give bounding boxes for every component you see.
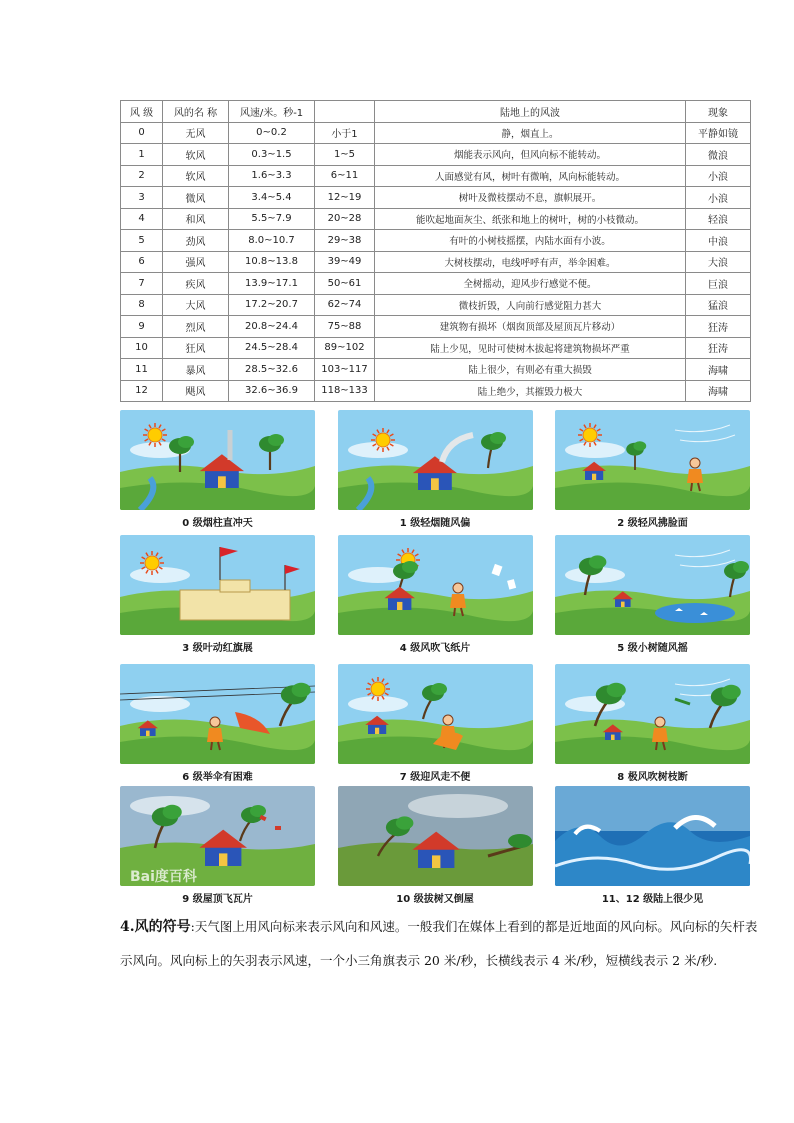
table-row <box>121 208 751 230</box>
cell-land: 陆上少见，见时可使树木拔起将建筑物损坏严重 <box>375 337 686 359</box>
cell-kmh: 50~61 <box>315 273 375 295</box>
paragraph-text: :天气图上用风向标来表示风向和风速。一般我们在媒体上看到的都是近地面的风向标。风向标的矢杆表示风向。风向标上的矢羽表示风速，一个小三角旗表示 20 米/秒，长横线表示 4 米/秒，短横线表示 2 米/秒. <box>120 919 758 968</box>
cell-name: 飓风 <box>163 380 229 402</box>
cell-land: 大树枝摆动，电线呼呼有声，举伞困难。 <box>375 251 686 273</box>
table-row <box>121 187 751 209</box>
illustration-cell <box>555 664 750 786</box>
cell-speed: 24.5~28.4 <box>229 337 315 359</box>
baidu-watermark: Bai度百科 <box>130 869 197 885</box>
table-row <box>121 294 751 316</box>
cell-level: 4 <box>121 208 163 230</box>
cell-speed: 1.6~3.3 <box>229 165 315 187</box>
illustration-cell <box>338 786 533 908</box>
cell-kmh: 89~102 <box>315 337 375 359</box>
cell-name: 强风 <box>163 251 229 273</box>
illustration-caption: 9 级屋顶飞瓦片 <box>182 894 253 905</box>
illustration-caption: 5 级小树随风摇 <box>617 643 688 654</box>
cell-name: 软风 <box>163 165 229 187</box>
cell-kmh: 12~19 <box>315 187 375 209</box>
col-header-kmh <box>315 101 375 123</box>
cell-level: 9 <box>121 316 163 338</box>
illustration-trees-uprooted <box>338 786 533 886</box>
illustration-child-breeze <box>555 410 750 510</box>
illustration-cell <box>120 786 315 908</box>
cell-kmh: 1~5 <box>315 144 375 166</box>
col-header-name: 风的名 称 <box>163 101 229 123</box>
cell-level: 0 <box>121 122 163 144</box>
cell-level: 8 <box>121 294 163 316</box>
cell-speed: 10.8~13.8 <box>229 251 315 273</box>
cell-land: 能吹起地面灰尘、纸张和地上的树叶，树的小枝微动。 <box>375 208 686 230</box>
cell-level: 3 <box>121 187 163 209</box>
cell-speed: 28.5~32.6 <box>229 359 315 381</box>
cell-land: 人面感觉有风，树叶有微响，风向标能转动。 <box>375 165 686 187</box>
col-header-speed: 风速/米。秒-1 <box>229 101 315 123</box>
cell-sea: 轻浪 <box>686 208 751 230</box>
illustration-cell <box>555 410 750 532</box>
cell-name: 狂风 <box>163 337 229 359</box>
illustration-building-flags <box>120 535 315 635</box>
cell-speed: 0~0.2 <box>229 122 315 144</box>
illustration-caption: 10 级拔树又倒屋 <box>396 894 474 905</box>
cell-sea: 猛浪 <box>686 294 751 316</box>
table-row <box>121 122 751 144</box>
illustration-caption: 7 级迎风走不便 <box>399 772 471 783</box>
cell-name: 暴风 <box>163 359 229 381</box>
table-row <box>121 316 751 338</box>
cell-speed: 0.3~1.5 <box>229 144 315 166</box>
col-header-level: 风 级 <box>121 101 163 123</box>
table-row <box>121 380 751 402</box>
cell-sea: 小浪 <box>686 165 751 187</box>
table-row <box>121 165 751 187</box>
cell-sea: 海啸 <box>686 359 751 381</box>
cell-kmh: 小于1 <box>315 122 375 144</box>
table-row <box>121 337 751 359</box>
cell-speed: 20.8~24.4 <box>229 316 315 338</box>
cell-speed: 3.4~5.4 <box>229 187 315 209</box>
cell-kmh: 118~133 <box>315 380 375 402</box>
cell-land: 有叶的小树枝摇摆，内陆水面有小波。 <box>375 230 686 252</box>
cell-speed: 32.6~36.9 <box>229 380 315 402</box>
illustration-branches-break <box>555 664 750 764</box>
illustration-caption: 11、12 级陆上很少见 <box>601 894 704 905</box>
cell-sea: 巨浪 <box>686 273 751 295</box>
cell-name: 疾风 <box>163 273 229 295</box>
illustration-caption: 0 级烟柱直冲天 <box>182 518 253 529</box>
cell-level: 1 <box>121 144 163 166</box>
illustration-child-paper <box>338 535 533 635</box>
cell-speed: 13.9~17.1 <box>229 273 315 295</box>
cell-level: 6 <box>121 251 163 273</box>
cell-sea: 小浪 <box>686 187 751 209</box>
cell-sea: 海啸 <box>686 380 751 402</box>
cell-level: 5 <box>121 230 163 252</box>
illustration-caption: 8 极风吹树枝断 <box>617 772 688 783</box>
illustration-cell <box>338 410 533 532</box>
cell-land: 全树摇动，迎风步行感觉不便。 <box>375 273 686 295</box>
illustration-cell <box>120 664 315 786</box>
cell-sea: 狂涛 <box>686 316 751 338</box>
cell-sea: 平静如镜 <box>686 122 751 144</box>
cell-name: 大风 <box>163 294 229 316</box>
table-row <box>121 230 751 252</box>
col-header-land: 陆地上的风波 <box>375 101 686 123</box>
cell-land: 烟能表示风向，但风向标不能转动。 <box>375 144 686 166</box>
cell-land: 静，烟直上。 <box>375 122 686 144</box>
cell-land: 陆上绝少，其摧毁力极大 <box>375 380 686 402</box>
illustration-umbrella <box>120 664 315 764</box>
table-row <box>121 359 751 381</box>
cell-land: 建筑物有损坏（烟囱顶部及屋顶瓦片移动） <box>375 316 686 338</box>
cell-name: 软风 <box>163 144 229 166</box>
cell-sea: 大浪 <box>686 251 751 273</box>
illustration-ocean-waves <box>555 786 750 886</box>
cell-sea: 中浪 <box>686 230 751 252</box>
wind-scale-table <box>120 100 751 402</box>
illustration-house-smoke-straight <box>120 410 315 510</box>
cell-name: 烈风 <box>163 316 229 338</box>
illustration-child-walking <box>338 664 533 764</box>
illustration-cell <box>120 535 315 657</box>
cell-speed: 17.2~20.7 <box>229 294 315 316</box>
illustration-caption: 1 级轻烟随风偏 <box>399 518 471 529</box>
cell-land: 树叶及微枝摆动不息，旗帜展开。 <box>375 187 686 209</box>
illustration-cell <box>555 535 750 657</box>
illustration-cell <box>555 786 750 908</box>
cell-level: 2 <box>121 165 163 187</box>
cell-kmh: 75~88 <box>315 316 375 338</box>
illustration-caption: 6 级举伞有困难 <box>182 772 253 783</box>
cell-speed: 8.0~10.7 <box>229 230 315 252</box>
cell-name: 无风 <box>163 122 229 144</box>
cell-sea: 狂涛 <box>686 337 751 359</box>
cell-land: 陆上很少，有则必有重大损毁 <box>375 359 686 381</box>
illustration-cell <box>338 664 533 786</box>
cell-name: 和风 <box>163 208 229 230</box>
cell-sea: 微浪 <box>686 144 751 166</box>
illustration-caption: 2 级轻风拂脸面 <box>617 518 688 529</box>
cell-level: 12 <box>121 380 163 402</box>
cell-level: 10 <box>121 337 163 359</box>
col-header-sea: 现象 <box>686 101 751 123</box>
illustration-house-smoke-bent <box>338 410 533 510</box>
table-header-row <box>121 101 751 123</box>
cell-kmh: 39~49 <box>315 251 375 273</box>
cell-kmh: 6~11 <box>315 165 375 187</box>
paragraph-heading: 4.风的符号 <box>120 919 191 935</box>
cell-name: 劲风 <box>163 230 229 252</box>
cell-speed: 5.5~7.9 <box>229 208 315 230</box>
table-row <box>121 144 751 166</box>
illustration-cell <box>338 535 533 657</box>
cell-level: 7 <box>121 273 163 295</box>
illustration-cell <box>120 410 315 532</box>
table-row <box>121 251 751 273</box>
cell-name: 微风 <box>163 187 229 209</box>
table-row <box>121 273 751 295</box>
illustration-caption: 3 级叶动红旗展 <box>182 643 253 654</box>
illustration-caption: 4 级风吹飞纸片 <box>399 643 471 654</box>
cell-kmh: 103~117 <box>315 359 375 381</box>
cell-kmh: 62~74 <box>315 294 375 316</box>
cell-kmh: 20~28 <box>315 208 375 230</box>
cell-kmh: 29~38 <box>315 230 375 252</box>
cell-land: 微枝折毁，人向前行感觉阻力甚大 <box>375 294 686 316</box>
wind-symbol-paragraph <box>120 910 760 977</box>
cell-level: 11 <box>121 359 163 381</box>
illustration-pond-trees <box>555 535 750 635</box>
